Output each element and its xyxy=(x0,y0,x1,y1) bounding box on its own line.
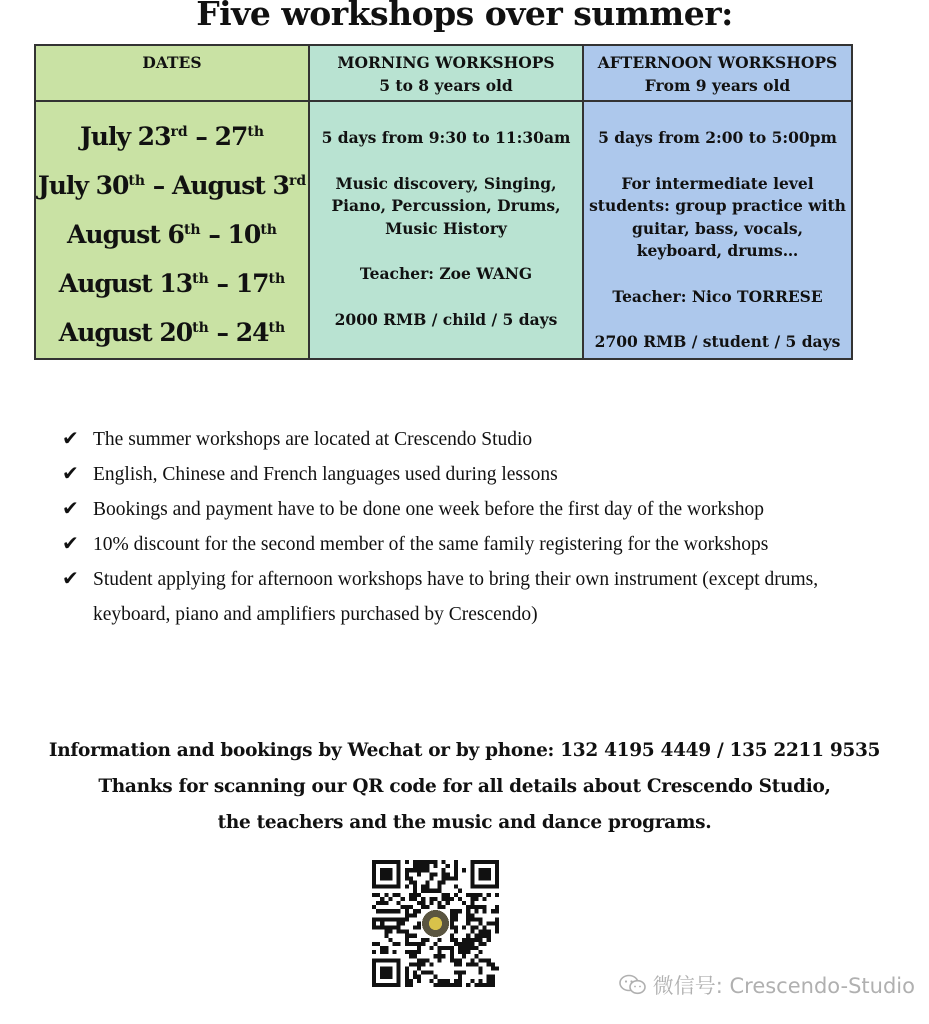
qr-code-icon[interactable] xyxy=(372,860,499,987)
date-range: July 30th – August 3rd xyxy=(37,171,307,200)
date-range: August 13th – 17th xyxy=(58,269,286,298)
checkmark-icon: ✔ xyxy=(62,568,79,590)
qr-info-line-2: the teachers and the music and dance programs. xyxy=(217,812,712,833)
afternoon-teacher: Teacher: Nico TORRESE xyxy=(612,286,823,306)
afternoon-header xyxy=(583,45,852,101)
list-item: ✔ Student applying for afternoon workshops have to bring their own instrument (except drums, keyboard, piano and amplifiers purchased by Crescendo) xyxy=(60,562,880,632)
checkmark-icon: ✔ xyxy=(62,463,79,485)
list-item: ✔ The summer workshops are located at Crescendo Studio xyxy=(60,422,880,457)
wechat-id: 微信号: Crescendo-Studio xyxy=(652,974,915,998)
morning-header xyxy=(309,45,583,101)
qr-info-line: Thanks for scanning our QR code for all details about Crescendo Studio, xyxy=(98,776,831,797)
checkmark-icon: ✔ xyxy=(62,428,79,450)
page-title: Five workshops over summer: xyxy=(196,0,733,33)
morning-details xyxy=(309,101,583,359)
morning-header-age: 5 to 8 years old xyxy=(379,76,513,95)
list-item: ✔ English, Chinese and French languages used during lessons xyxy=(60,457,880,492)
afternoon-details xyxy=(583,101,852,359)
list-item: ✔ 10% discount for the second member of the same family registering for the workshops xyxy=(60,527,880,562)
schedule-table xyxy=(34,44,853,360)
afternoon-price: 2700 RMB / student / 5 days xyxy=(594,332,841,351)
date-range: July 23rd – 27th xyxy=(79,122,265,151)
date-range: August 20th – 24th xyxy=(58,318,286,347)
afternoon-content: For intermediate level students: group practice with guitar, bass, vocals, keyboard, drums… xyxy=(589,173,846,260)
table-header-row xyxy=(35,45,852,101)
morning-content: Music discovery, Singing, Piano, Percussion, Drums, Music History xyxy=(331,173,561,238)
dates-cell xyxy=(35,101,309,359)
morning-price: 2000 RMB / child / 5 days xyxy=(334,309,558,329)
morning-teacher: Teacher: Zoe WANG xyxy=(359,264,533,283)
list-item: ✔ Bookings and payment have to be done one week before the first day of the workshop xyxy=(60,492,880,527)
wechat-logo-icon xyxy=(619,974,647,996)
notes-list xyxy=(60,422,880,632)
afternoon-header-title: AFTERNOON WORKSHOPS xyxy=(597,53,838,72)
contact-line: Information and bookings by Wechat or by phone: 132 4195 4449 / 135 2211 9535 xyxy=(48,740,881,761)
afternoon-header-age: From 9 years old xyxy=(644,76,791,95)
checkmark-icon: ✔ xyxy=(62,498,79,520)
wechat-watermark xyxy=(619,970,915,1000)
morning-schedule: 5 days from 9:30 to 11:30am xyxy=(321,128,571,147)
checkmark-icon: ✔ xyxy=(62,533,79,555)
dates-header: DATES xyxy=(35,45,309,101)
afternoon-schedule: 5 days from 2:00 to 5:00pm xyxy=(598,128,837,147)
morning-header-title: MORNING WORKSHOPS xyxy=(337,53,555,72)
table-body-row xyxy=(35,101,852,359)
date-range: August 6th – 10th xyxy=(67,220,277,249)
